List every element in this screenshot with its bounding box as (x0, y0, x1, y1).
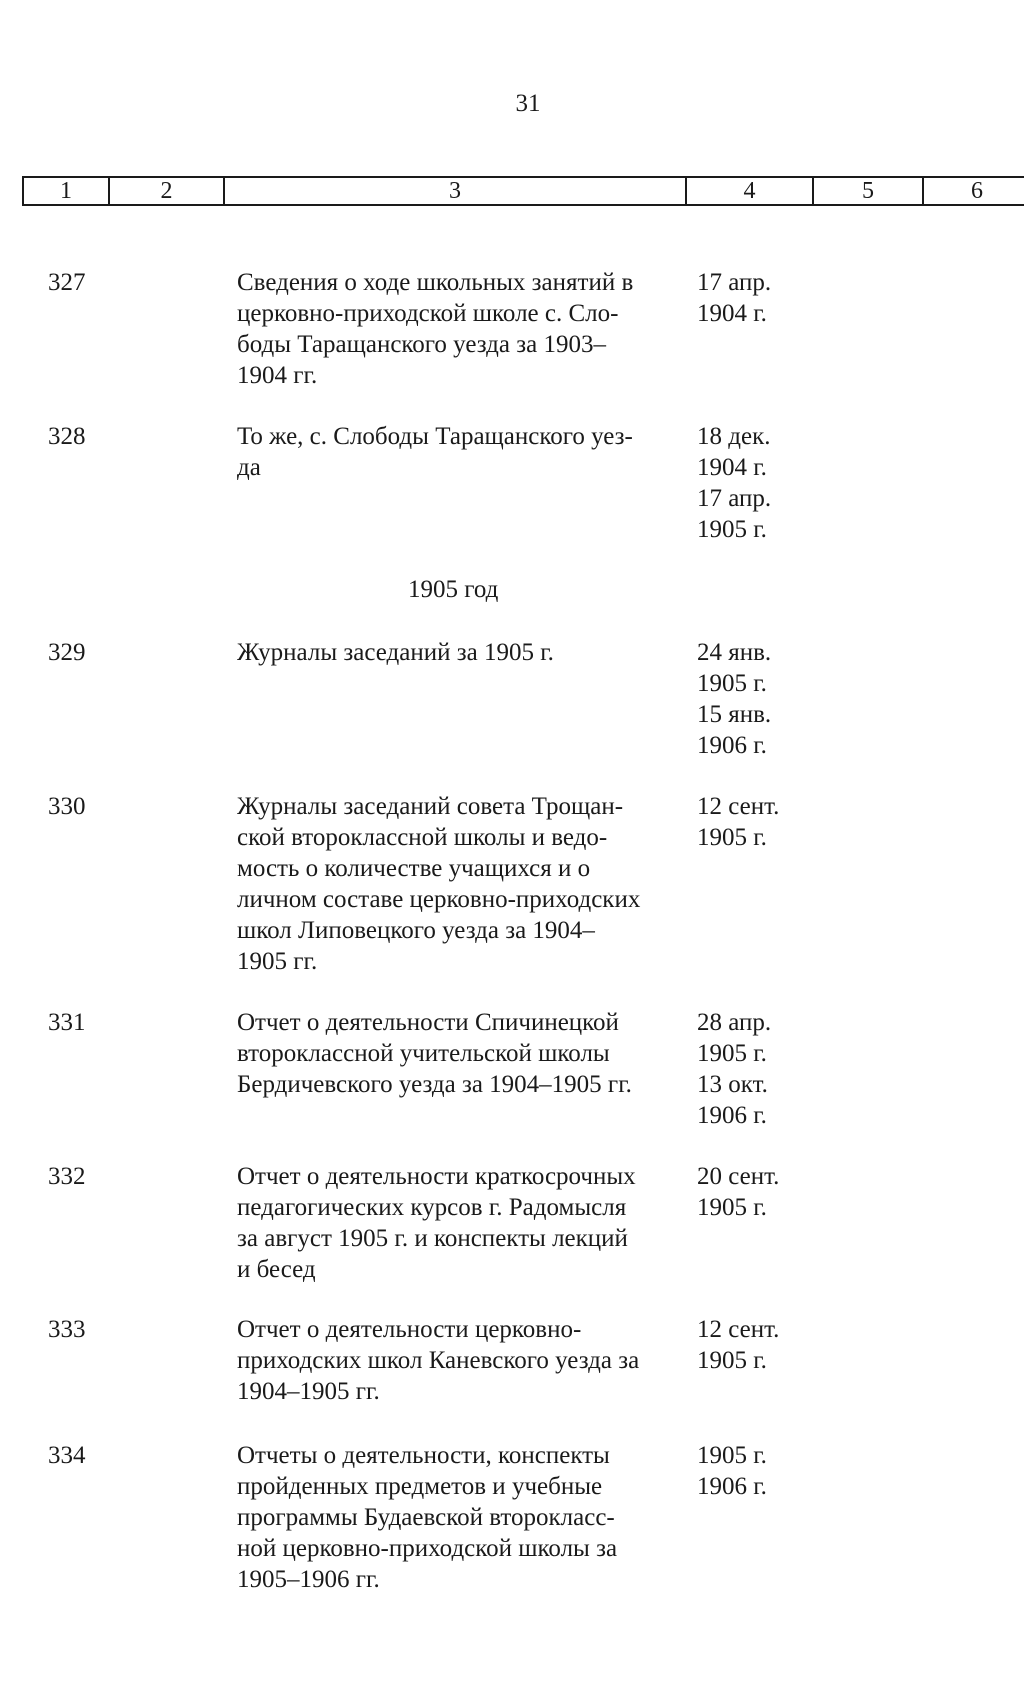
column-header-1: 1 (24, 178, 110, 204)
title-line: Отчет о деятельности краткосрочных (237, 1163, 636, 1190)
title-line: да (237, 454, 261, 481)
date-line: 1905 г. (697, 516, 767, 543)
entry-number: 327 (48, 269, 86, 296)
title-line: 1905–1906 гг. (237, 1566, 380, 1593)
date-line: 1905 г. (697, 824, 767, 851)
title-line: То же, с. Слободы Таращанского уез- (237, 423, 633, 450)
entry-number: 328 (48, 423, 86, 450)
entry-title (237, 267, 682, 391)
title-line: 1904–1905 гг. (237, 1378, 380, 1405)
date-line: 1904 г. (697, 454, 767, 481)
title-line: ной церковно-приходской школы за (237, 1535, 618, 1562)
entry-dates (697, 421, 827, 545)
entry-dates (697, 1007, 827, 1131)
title-line: Отчеты о деятельности, конспекты (237, 1442, 610, 1469)
date-line: 1905 г. (697, 1194, 767, 1221)
date-line: 18 дек. (697, 423, 771, 450)
title-line: Сведения о ходе школьных занятий в (237, 269, 634, 296)
date-line: 1906 г. (697, 1473, 767, 1500)
entry-dates (697, 1314, 827, 1376)
entry-number: 330 (48, 793, 86, 820)
date-line: 28 апр. (697, 1009, 772, 1036)
entry-dates (697, 267, 827, 329)
date-line: 24 янв. (697, 639, 772, 666)
column-header-3: 3 (225, 178, 687, 204)
entry-title (237, 1314, 682, 1407)
entry-dates (697, 791, 827, 853)
entry-dates (697, 1161, 827, 1223)
entry-title (237, 421, 682, 483)
entry-title (237, 637, 682, 668)
title-line: пройденных предметов и учебные (237, 1473, 603, 1500)
date-line: 12 сент. (697, 1316, 780, 1343)
title-line: Отчет о деятельности Спичинецкой (237, 1009, 619, 1036)
date-line: 1906 г. (697, 732, 767, 759)
column-header-4: 4 (687, 178, 814, 204)
date-line: 15 янв. (697, 701, 772, 728)
title-line: церковно-приходской школе с. Сло- (237, 300, 619, 327)
title-line: и бесед (237, 1256, 316, 1283)
entry-number: 331 (48, 1009, 86, 1036)
date-line: 1904 г. (697, 300, 767, 327)
entry-title (237, 1007, 682, 1100)
title-line: 1905 гг. (237, 948, 318, 975)
date-line: 1905 г. (697, 1040, 767, 1067)
column-header-2: 2 (110, 178, 225, 204)
column-header-table (22, 176, 1024, 206)
title-line: Журналы заседаний за 1905 г. (237, 639, 554, 666)
date-line: 17 апр. (697, 269, 772, 296)
date-line: 1905 г. (697, 1347, 767, 1374)
title-line: мость о количестве учащихся и о (237, 855, 591, 882)
entry-number: 334 (48, 1442, 86, 1469)
entry-title (237, 1440, 682, 1595)
entry-dates (697, 637, 827, 761)
entry-number: 332 (48, 1163, 86, 1190)
title-line: программы Будаевской второкласс- (237, 1504, 615, 1531)
date-line: 12 сент. (697, 793, 780, 820)
date-line: 13 окт. (697, 1071, 768, 1098)
entry-number: 329 (48, 639, 86, 666)
title-line: ской второклассной школы и ведо- (237, 824, 608, 851)
entry-title (237, 791, 682, 977)
column-header-6: 6 (971, 177, 983, 204)
date-line: 17 апр. (697, 485, 772, 512)
title-line: Журналы заседаний совета Трощан- (237, 793, 624, 820)
title-line: 1904 гг. (237, 362, 318, 389)
title-line: приходских школ Каневского уезда за (237, 1347, 640, 1374)
column-header-5: 5 (814, 178, 924, 204)
title-line: Отчет о деятельности церковно- (237, 1316, 582, 1343)
title-line: Бердичевского уезда за 1904–1905 гг. (237, 1071, 632, 1098)
title-line: за август 1905 г. и конспекты лекций (237, 1225, 628, 1252)
title-line: боды Таращанского уезда за 1903– (237, 331, 606, 358)
date-line: 1905 г. (697, 670, 767, 697)
title-line: педагогических курсов г. Радомысля (237, 1194, 627, 1221)
page-number: 31 (515, 90, 541, 117)
entry-dates (697, 1440, 827, 1502)
title-line: школ Липовецкого уезда за 1904– (237, 917, 595, 944)
entry-title (237, 1161, 682, 1285)
entry-number: 333 (48, 1316, 86, 1343)
date-line: 20 сент. (697, 1163, 780, 1190)
title-line: второклассной учительской школы (237, 1040, 610, 1067)
date-line: 1906 г. (697, 1102, 767, 1129)
date-line: 1905 г. (697, 1442, 767, 1469)
title-line: личном составе церковно-приходских (237, 886, 641, 913)
section-heading: 1905 год (408, 576, 499, 603)
